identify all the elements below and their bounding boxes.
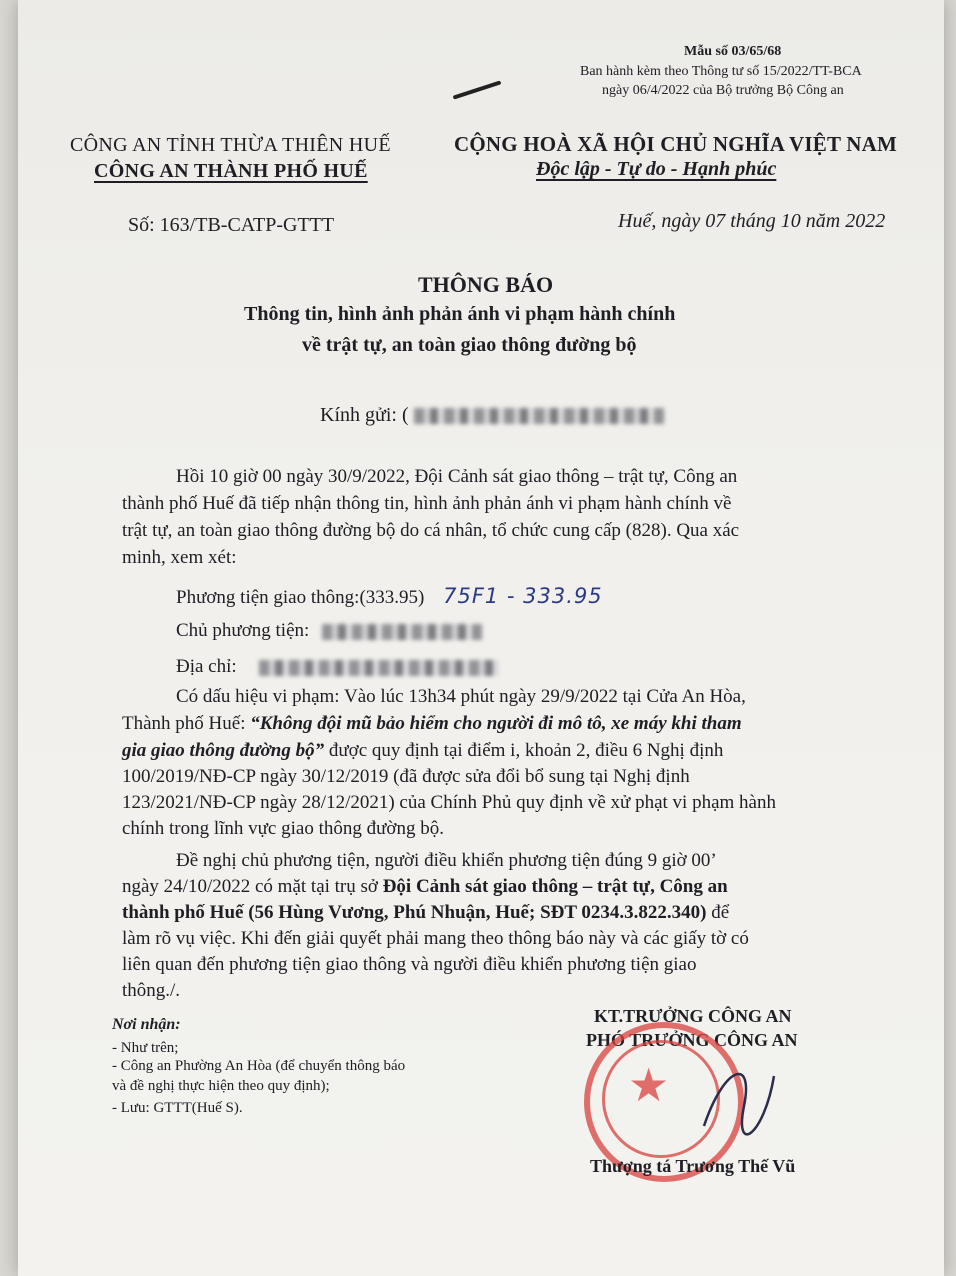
org-unit: CÔNG AN THÀNH PHỐ HUẾ [94, 160, 368, 182]
republic-name: CỘNG HOÀ XÃ HỘI CHỦ NGHĨA VIỆT NAM [454, 132, 897, 156]
violation-line3 [122, 740, 723, 762]
date-place: Huế, ngày 07 tháng 10 năm 2022 [618, 210, 886, 232]
receiver-2b: và đề nghị thực hiện theo quy định); [112, 1078, 330, 1094]
violation-line6: chính trong lĩnh vực giao thông đường bộ. [122, 818, 444, 839]
request-line4: làm rõ vụ việc. Khi đến giải quyết phải mang theo thông báo này và các giấy tờ có [122, 928, 749, 949]
violation-rule: được quy định tại điểm i, khoản 2, điều 6 Nghị định [324, 740, 724, 761]
violation-line2 [122, 713, 742, 735]
title-line1: Thông tin, hình ảnh phản ánh vi phạm hành chính [244, 303, 676, 325]
signer-name: Thượng tá Trương Thế Vũ [590, 1156, 796, 1176]
owner-row [176, 620, 482, 642]
request-line2 [122, 876, 728, 898]
receiver-1: - Như trên; [112, 1040, 179, 1056]
request-office-b: thành phố Huế (56 Hùng Vương, Phú Nhuận, Huế; SĐT 0234.3.822.340) [122, 902, 707, 923]
document-number: Số: 163/TB-CATP-GTTT [128, 214, 335, 236]
signature-title1: KT.TRƯỞNG CÔNG AN [594, 1006, 792, 1026]
redacted-owner [322, 624, 482, 640]
request-line3 [122, 902, 729, 924]
issued-by-line1: Ban hành kèm theo Thông tư số 15/2022/TT-BCA [580, 64, 862, 79]
violation-line5: 123/2021/NĐ-CP ngày 28/12/2021) của Chính Phủ quy định về xử phạt vi phạm hành [122, 792, 776, 813]
request-de: để [706, 902, 730, 923]
vehicle-handwritten: 75F1 - 333.95 [443, 584, 603, 608]
signature-title2: PHÓ TRƯỞNG CÔNG AN [586, 1030, 798, 1050]
address-row [176, 656, 499, 678]
seal-star-icon: ★ [628, 1060, 670, 1111]
document-title: THÔNG BÁO [418, 272, 554, 297]
org-parent: CÔNG AN TỈNH THỪA THIÊN HUẾ [70, 134, 391, 156]
receiver-3: - Lưu: GTTT(Huế S). [112, 1100, 243, 1116]
p1-line1: Hồi 10 giờ 00 ngày 30/9/2022, Đội Cảnh sát giao thông – trật tự, Công an [176, 466, 738, 487]
title-line2: về trật tự, an toàn giao thông đường bộ [302, 334, 637, 356]
violation-line4: 100/2019/NĐ-CP ngày 30/12/2019 (đã được sửa đổi bổ sung tại Nghị định [122, 766, 690, 787]
receivers-title: Nơi nhận: [112, 1016, 181, 1033]
form-number: Mẫu số 03/65/68 [684, 44, 782, 59]
vehicle-value: (333.95) [359, 587, 425, 608]
violation-quote-b: gia giao thông đường bộ” [122, 740, 325, 761]
request-office-a: Đội Cảnh sát giao thông – trật tự, Công an [382, 876, 728, 897]
request-line5: liên quan đến phương tiện giao thông và người điều khiển phương tiện giao [122, 954, 697, 975]
handwritten-signature [694, 1046, 784, 1146]
address-label: Địa chỉ: [176, 656, 237, 677]
violation-quote-a: “Không đội mũ bảo hiểm cho người đi mô tô, xe máy khi tham [250, 713, 742, 734]
violation-line1: Có dấu hiệu vi phạm: Vào lúc 13h34 phút ngày 29/9/2022 tại Cửa An Hòa, [176, 686, 746, 707]
issued-by-line2: ngày 06/4/2022 của Bộ trưởng Bộ Công an [602, 83, 844, 98]
redacted-address [259, 660, 499, 676]
recipient-label: Kính gửi: ( [320, 404, 409, 426]
request-line1: Đề nghị chủ phương tiện, người điều khiển phương tiện đúng 9 giờ 00’ [176, 850, 717, 871]
owner-label: Chủ phương tiện: [176, 620, 310, 641]
redacted-recipient [414, 408, 664, 424]
violation-place: Thành phố Huế: [122, 713, 251, 734]
pen-mark [453, 80, 502, 99]
p1-line3: trật tự, an toàn giao thông đường bộ do cá nhân, tổ chức cung cấp (828). Qua xác [122, 520, 740, 541]
recipient [320, 404, 664, 427]
request-date: ngày 24/10/2022 có mặt tại trụ sở [122, 876, 383, 897]
document-sheet [18, 0, 944, 1276]
request-line6: thông./. [122, 980, 181, 1001]
vehicle-row [176, 584, 603, 609]
p1-line2: thành phố Huế đã tiếp nhận thông tin, hình ảnh phản ánh vi phạm hành chính về [122, 493, 732, 514]
vehicle-label: Phương tiện giao thông: [176, 587, 360, 608]
motto: Độc lập - Tự do - Hạnh phúc [536, 158, 777, 180]
p1-line4: minh, xem xét: [122, 547, 237, 568]
receiver-2a: - Công an Phường An Hòa (để chuyển thông báo [112, 1058, 406, 1074]
